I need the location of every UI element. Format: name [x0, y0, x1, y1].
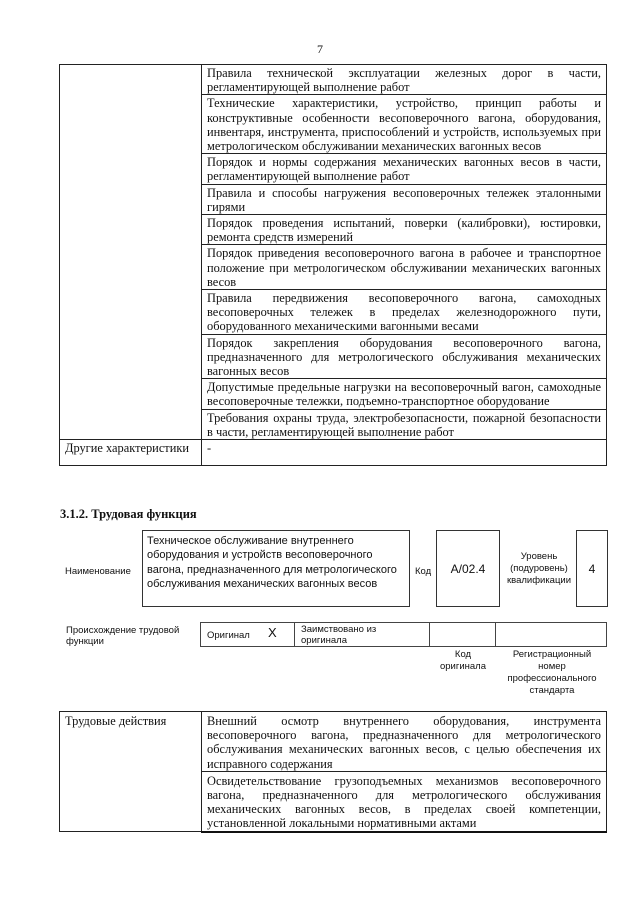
other-characteristics-value: - [202, 440, 607, 466]
table-cell: Допустимые предельные нагрузки на весоповерочный вагон, самоходные весоповерочные тележки, подъемно-транспортное оборудование [202, 379, 607, 409]
original-cell [200, 622, 295, 647]
other-characteristics-label: Другие характеристики [60, 440, 202, 466]
table-cell: Порядок и нормы содержания механических вагонных весов в части, регламентирующей выполнение работ [202, 154, 607, 184]
table-cell: Технические характеристики, устройство, принцип работы и конструктивные особенности весоповерочного вагона, оборудования, инвентаря, инструмента, приспособлений и устройств, используемых при метрологическом обслуживании механических вагонных весов [202, 95, 607, 154]
code-label: Код [415, 566, 432, 577]
borrowed-cell [294, 622, 430, 647]
origin-code-cell [429, 622, 496, 647]
page-number: 7 [317, 42, 323, 56]
function-name-box: Техническое обслуживание внутреннего оборудования и устройств весоповерочного вагона, предназначенного для метрологического обслуживания механических вагонных весов [142, 530, 410, 607]
original-mark: X [268, 625, 277, 640]
table-cell: Правила технической эксплуатации железных дорог в части, регламентирующей выполнение работ [202, 65, 607, 95]
table-cell: Требования охраны труда, электробезопасности, пожарной безопасности в части, регламентирующей выполнение работ [202, 409, 607, 439]
name-label: Наименование [65, 566, 131, 577]
code-value-box: А/02.4 [436, 530, 500, 607]
origin-code-label: Код оригинала [439, 649, 486, 672]
section-heading: 3.1.2. Трудовая функция [60, 507, 197, 521]
table-row [60, 440, 607, 466]
labor-actions-label: Трудовые действия [60, 712, 202, 832]
borrowed-label: Заимствовано из оригинала [301, 624, 377, 646]
table-cell: Порядок закрепления оборудования весоповерочного вагона, предназначенного для метрологического обслуживания механических вагонных весов [202, 334, 607, 379]
table-cell: Порядок проведения испытаний, поверки (калибровки), юстировки, ремонта средств измерений [202, 215, 607, 245]
table-cell: Освидетельствование грузоподъемных механизмов весоповерочного вагона, предназначенного для метрологического обслуживания механических вагонных весов, в пределах своей компетенции, установленной локальными нормативными актами [202, 771, 607, 831]
table-cell: Правила и способы нагружения весоповерочных тележек эталонными гирями [202, 184, 607, 214]
reg-number-label: Регистрационный номер профессионального стандарта [507, 649, 597, 696]
reg-number-cell [495, 622, 607, 647]
table-cell: Порядок приведения весоповерочного вагона в рабочее и транспортное положение при метрологическом обслуживании механических вагонных весов [202, 245, 607, 290]
original-label: Оригинал [207, 630, 250, 641]
table-cell: Внешний осмотр внутреннего оборудования, инструмента весоповерочного вагона, предназначенного для метрологического обслуживания механических вагонных весов, с целью обеспечения их исправного содержания [202, 712, 607, 772]
level-label: Уровень (подуровень) квалификации [506, 551, 572, 586]
knowledge-table-continued [59, 64, 607, 466]
table-row [60, 65, 607, 95]
labor-actions-table [59, 711, 607, 833]
origin-label: Происхождение трудовой функции [66, 625, 180, 647]
table-cell: Правила передвижения весоповерочного вагона, самоходных весоповерочных тележек в пределах железнодорожного пути, оборудованного механическими вагонными весами [202, 290, 607, 335]
table-row [60, 712, 607, 772]
empty-label-cell [60, 65, 202, 440]
level-value-box: 4 [576, 530, 608, 607]
